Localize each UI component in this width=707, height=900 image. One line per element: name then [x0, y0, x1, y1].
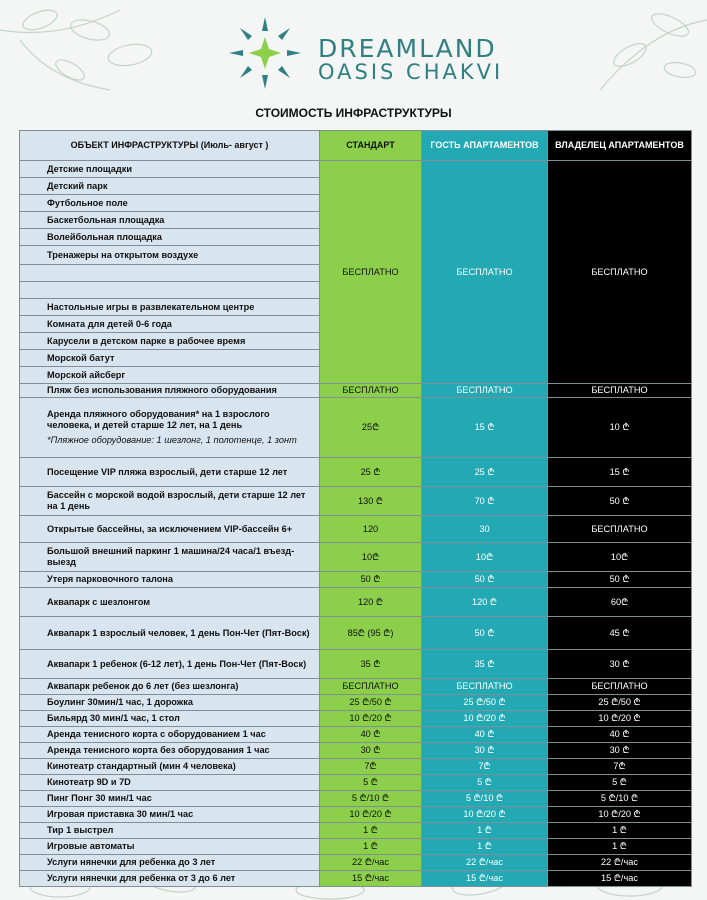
facility-name: Посещение VIP пляжа взрослый, дети старше 12 лет	[20, 458, 320, 487]
price-guest: 7₾	[422, 759, 548, 775]
table-row	[20, 871, 692, 887]
facility-name: Аренда тенисного корта без оборудования 1 час	[20, 743, 320, 759]
facility-name: Аренда тенисного корта с оборудованием 1 час	[20, 727, 320, 743]
price-guest: 25 ₾/50 ₾	[422, 695, 548, 711]
facility-name: Аквапарк 1 ребенок (6-12 лет), 1 день Пон-Чет (Пят-Воск)	[20, 650, 320, 679]
facility-name: Игровые автоматы	[20, 839, 320, 855]
table-row	[20, 398, 692, 458]
price-standard: БЕСПЛАТНО	[320, 679, 422, 695]
facility-name: Волейбольная площадка	[20, 229, 320, 246]
price-standard: 25 ₾	[320, 458, 422, 487]
price-owner: 22 ₾/час	[548, 855, 692, 871]
facility-name: Открытые бассейны, за исключением VIP-бассейн 6+	[20, 516, 320, 543]
facility-name: Пляж без использования пляжного оборудования	[20, 384, 320, 398]
price-guest: 35 ₾	[422, 650, 548, 679]
price-owner: 25 ₾/50 ₾	[548, 695, 692, 711]
price-guest: 10 ₾/20 ₾	[422, 807, 548, 823]
price-owner: 50 ₾	[548, 572, 692, 588]
price-owner: 45 ₾	[548, 617, 692, 650]
price-guest: 1 ₾	[422, 823, 548, 839]
facility-name: Большой внешний паркинг 1 машина/24 часа/1 въезд-выезд	[20, 543, 320, 572]
price-guest: 5 ₾/10 ₾	[422, 791, 548, 807]
table-row	[20, 617, 692, 650]
price-owner: 10₾	[548, 543, 692, 572]
price-standard: 5 ₾/10 ₾	[320, 791, 422, 807]
price-standard: 130 ₾	[320, 487, 422, 516]
table-row	[20, 161, 692, 178]
facility-name: Бильярд 30 мин/1 час, 1 стол	[20, 711, 320, 727]
price-guest: 1 ₾	[422, 839, 548, 855]
table-row	[20, 823, 692, 839]
price-owner: БЕСПЛАТНО	[548, 161, 692, 384]
price-owner: 15 ₾	[548, 458, 692, 487]
price-standard: 120	[320, 516, 422, 543]
facility-name: Аквапарк с шезлонгом	[20, 588, 320, 617]
facility-name: Аквапарк ребенок до 6 лет (без шезлонга)	[20, 679, 320, 695]
facility-name: Карусели в детском парке в рабочее время	[20, 333, 320, 350]
facility-name	[20, 398, 320, 458]
price-standard: 10₾	[320, 543, 422, 572]
price-standard: 25 ₾/50 ₾	[320, 695, 422, 711]
facility-name: Услуги нянечки для ребенка до 3 лет	[20, 855, 320, 871]
price-owner: 1 ₾	[548, 823, 692, 839]
table-row	[20, 572, 692, 588]
price-guest: 70 ₾	[422, 487, 548, 516]
price-guest: 10₾	[422, 543, 548, 572]
floral-decoration-icon	[560, 0, 707, 110]
price-standard: 10 ₾/20 ₾	[320, 711, 422, 727]
facility-name: Детский парк	[20, 178, 320, 195]
price-standard: 5 ₾	[320, 775, 422, 791]
price-owner: 60₾	[548, 588, 692, 617]
table-row	[20, 711, 692, 727]
facility-name: Морской айсберг	[20, 367, 320, 384]
price-standard: 85₾ (95 ₾)	[320, 617, 422, 650]
facility-name	[20, 265, 320, 282]
price-guest: БЕСПЛАТНО	[422, 679, 548, 695]
header-guest: ГОСТЬ АПАРТАМЕНТОВ	[422, 131, 548, 161]
price-guest: 120 ₾	[422, 588, 548, 617]
facility-name: Игровая приставка 30 мин/1 час	[20, 807, 320, 823]
price-owner: БЕСПЛАТНО	[548, 679, 692, 695]
table-row	[20, 775, 692, 791]
table-row	[20, 458, 692, 487]
price-owner: 15 ₾/час	[548, 871, 692, 887]
price-owner: 5 ₾/10 ₾	[548, 791, 692, 807]
header-object: ОБЪЕКТ ИНФРАСТРУКТУРЫ (Июль- август )	[20, 131, 320, 161]
table-row	[20, 588, 692, 617]
price-standard: 15 ₾/час	[320, 871, 422, 887]
facility-name: Морской батут	[20, 350, 320, 367]
price-owner: 7₾	[548, 759, 692, 775]
table-row	[20, 384, 692, 398]
price-standard: 22 ₾/час	[320, 855, 422, 871]
price-guest: 5 ₾	[422, 775, 548, 791]
price-owner: 1 ₾	[548, 839, 692, 855]
price-standard: 50 ₾	[320, 572, 422, 588]
price-guest: 40 ₾	[422, 727, 548, 743]
table-header-row	[20, 131, 692, 161]
facility-name: Футбольное поле	[20, 195, 320, 212]
facility-name: Кинотеатр стандартный (мин 4 человека)	[20, 759, 320, 775]
table-row	[20, 791, 692, 807]
facility-name: Бассейн с морской водой взрослый, дети старше 12 лет на 1 день	[20, 487, 320, 516]
facility-name: Боулинг 30мин/1 час, 1 дорожка	[20, 695, 320, 711]
price-owner: БЕСПЛАТНО	[548, 516, 692, 543]
facility-name: Пинг Понг 30 мин/1 час	[20, 791, 320, 807]
table-row	[20, 743, 692, 759]
facility-name: Баскетбольная площадка	[20, 212, 320, 229]
table-row	[20, 855, 692, 871]
price-owner: 50 ₾	[548, 487, 692, 516]
facility-name: Тир 1 выстрел	[20, 823, 320, 839]
price-owner: 10 ₾/20 ₾	[548, 711, 692, 727]
price-standard: 35 ₾	[320, 650, 422, 679]
price-standard: 1 ₾	[320, 839, 422, 855]
price-guest: 10 ₾/20 ₾	[422, 711, 548, 727]
price-owner: 10 ₾/20 ₾	[548, 807, 692, 823]
facility-note: *Пляжное оборудование: 1 шезлонг, 1 полотенце, 1 зонт	[47, 435, 297, 445]
price-guest: 15 ₾/час	[422, 871, 548, 887]
header-owner: ВЛАДЕЛЕЦ АПАРТАМЕНТОВ	[548, 131, 692, 161]
price-owner: 40 ₾	[548, 727, 692, 743]
page-title: СТОИМОСТЬ ИНФРАСТРУКТУРЫ	[255, 106, 452, 120]
price-owner: 30 ₾	[548, 650, 692, 679]
price-guest: 50 ₾	[422, 572, 548, 588]
price-owner: 5 ₾	[548, 775, 692, 791]
facility-name: Настольные игры в развлекательном центре	[20, 299, 320, 316]
facility-name	[20, 282, 320, 299]
price-owner: 10 ₾	[548, 398, 692, 458]
price-guest: 50 ₾	[422, 617, 548, 650]
facility-name: Комната для детей 0-6 года	[20, 316, 320, 333]
floral-decoration-icon	[0, 0, 180, 110]
price-guest: 30	[422, 516, 548, 543]
brand-name-line2: OASIS CHAKVI	[318, 60, 504, 84]
price-standard: 40 ₾	[320, 727, 422, 743]
price-guest: 15 ₾	[422, 398, 548, 458]
header-standard: СТАНДАРТ	[320, 131, 422, 161]
table-row	[20, 543, 692, 572]
price-guest: 22 ₾/час	[422, 855, 548, 871]
price-guest: БЕСПЛАТНО	[422, 161, 548, 384]
price-guest: БЕСПЛАТНО	[422, 384, 548, 398]
table-row	[20, 516, 692, 543]
dreamland-logo-icon	[226, 14, 304, 92]
price-standard: 10 ₾/20 ₾	[320, 807, 422, 823]
table-row	[20, 727, 692, 743]
facility-name: Детские площадки	[20, 161, 320, 178]
brand-name-line1: DREAMLAND	[318, 34, 497, 63]
price-standard: 1 ₾	[320, 823, 422, 839]
table-row	[20, 759, 692, 775]
price-standard: 30 ₾	[320, 743, 422, 759]
facility-name: Утеря парковочного талона	[20, 572, 320, 588]
price-guest: 30 ₾	[422, 743, 548, 759]
facility-name: Аквапарк 1 взрослый человек, 1 день Пон-Чет (Пят-Воск)	[20, 617, 320, 650]
price-standard: БЕСПЛАТНО	[320, 384, 422, 398]
table-row	[20, 679, 692, 695]
price-standard: 7₾	[320, 759, 422, 775]
facility-name: Услуги нянечки для ребенка от 3 до 6 лет	[20, 871, 320, 887]
table-row	[20, 807, 692, 823]
price-guest: 25 ₾	[422, 458, 548, 487]
table-row	[20, 487, 692, 516]
table-row	[20, 839, 692, 855]
facility-name: Кинотеатр 9D и 7D	[20, 775, 320, 791]
price-owner: БЕСПЛАТНО	[548, 384, 692, 398]
facility-name-text: Аренда пляжного оборудования* на 1 взрослого человека, и детей старше 12 лет, на 1 день	[47, 409, 270, 430]
table-row	[20, 650, 692, 679]
price-standard: 120 ₾	[320, 588, 422, 617]
price-standard: 25₾	[320, 398, 422, 458]
table-row	[20, 695, 692, 711]
price-owner: 30 ₾	[548, 743, 692, 759]
price-table	[19, 130, 692, 887]
price-standard: БЕСПЛАТНО	[320, 161, 422, 384]
facility-name: Тренажеры на открытом воздухе	[20, 246, 320, 265]
